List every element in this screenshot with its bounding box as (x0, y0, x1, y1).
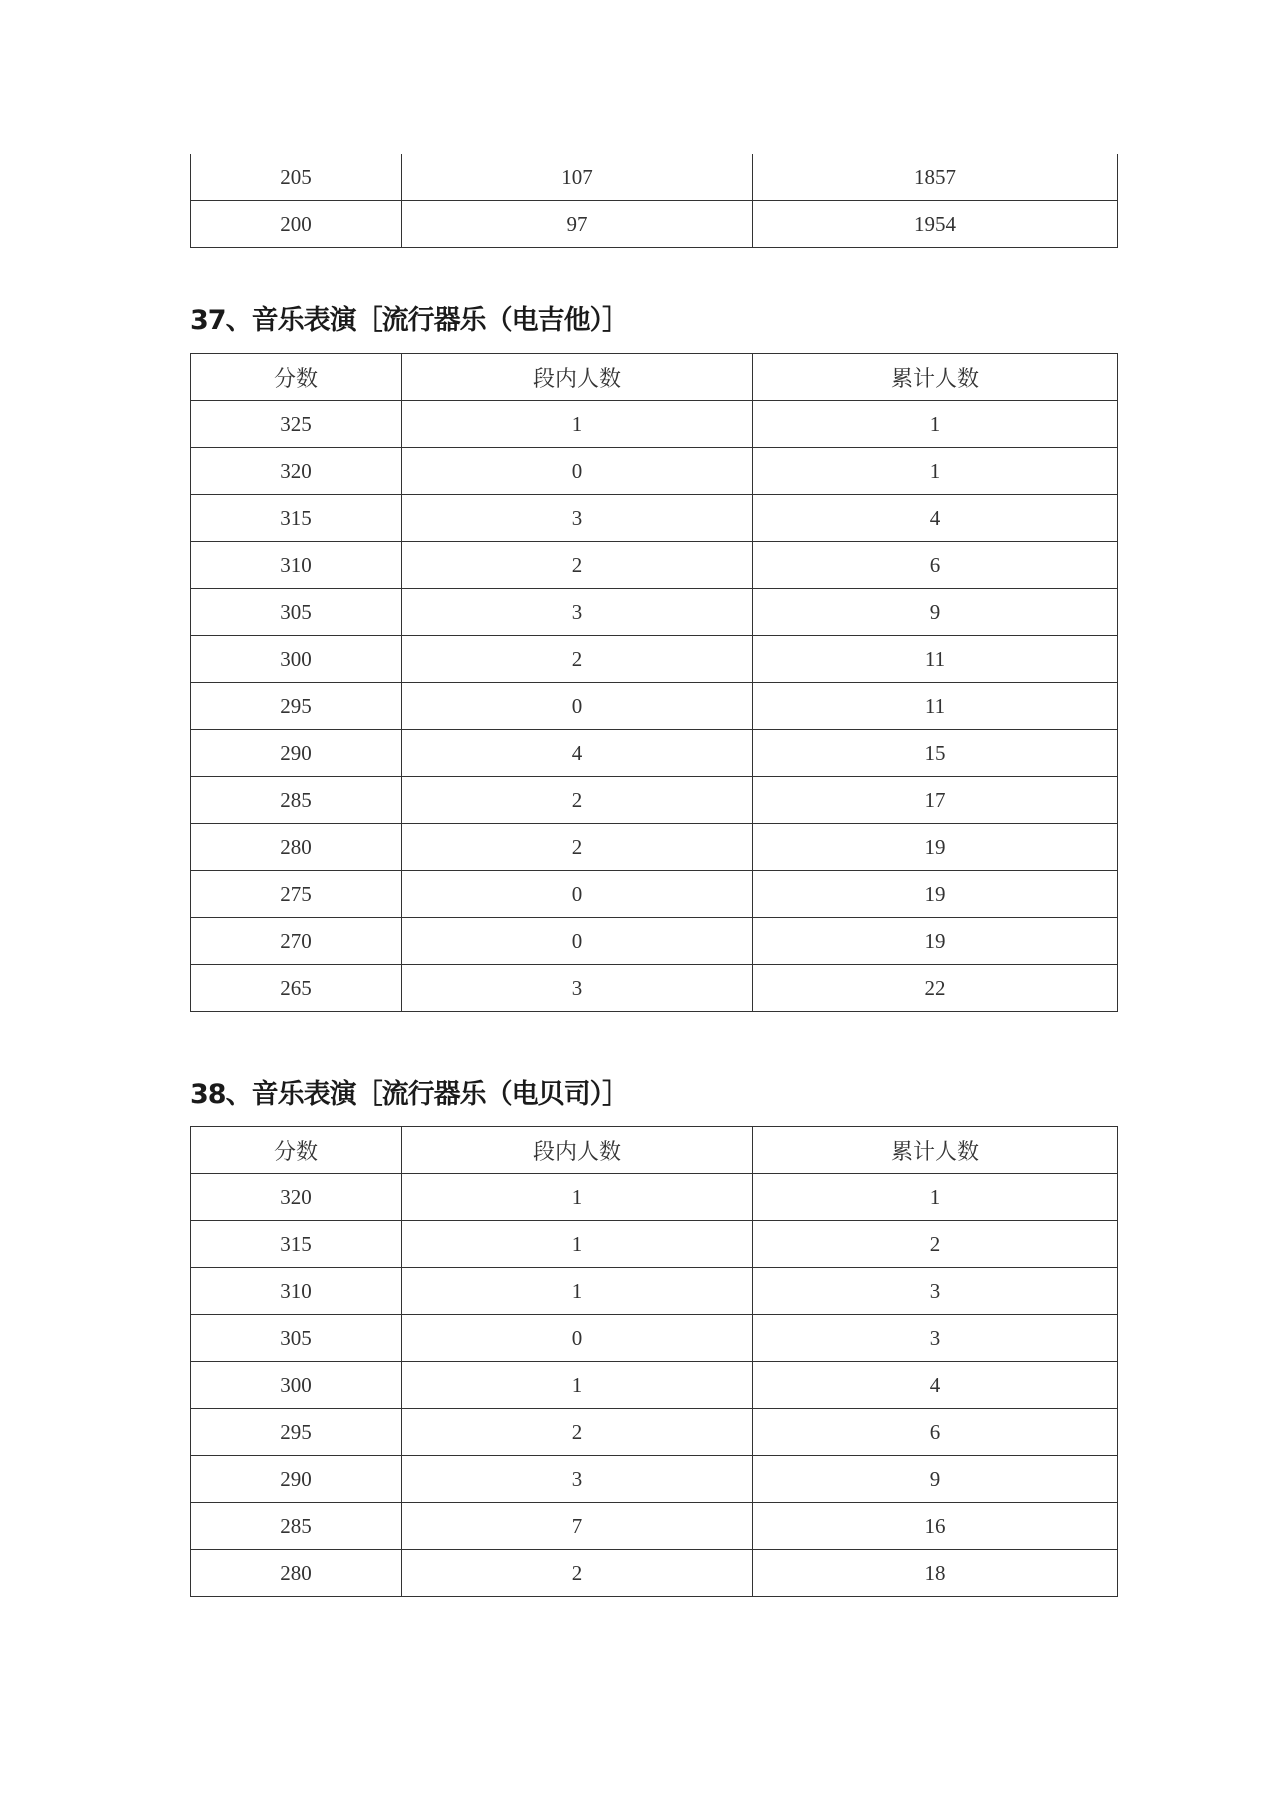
score-cell: 315 (191, 495, 402, 542)
count-cell: 1 (402, 401, 753, 448)
cumulative-cell: 9 (753, 1456, 1118, 1503)
table-fragment-previous (190, 154, 1118, 248)
count-cell: 2 (402, 542, 753, 589)
score-cell: 305 (191, 1315, 402, 1362)
header-count: 段内人数 (402, 354, 753, 401)
cumulative-cell: 2 (753, 1221, 1118, 1268)
table-row (191, 1409, 1118, 1456)
table-header-row (191, 354, 1118, 401)
cumulative-cell: 3 (753, 1268, 1118, 1315)
count-cell: 1 (402, 1221, 753, 1268)
cumulative-cell: 19 (753, 824, 1118, 871)
table-row (191, 683, 1118, 730)
score-cell: 310 (191, 1268, 402, 1315)
section-title-38: 38、音乐表演［流行器乐（电贝司）］ (190, 1079, 629, 1110)
table-row (191, 401, 1118, 448)
cumulative-cell: 15 (753, 730, 1118, 777)
table-row (191, 871, 1118, 918)
table-header-row (191, 1127, 1118, 1174)
score-cell: 200 (191, 201, 402, 248)
cumulative-cell: 4 (753, 1362, 1118, 1409)
score-cell: 275 (191, 871, 402, 918)
cumulative-cell: 9 (753, 589, 1118, 636)
table-row (191, 1174, 1118, 1221)
header-cumulative: 累计人数 (753, 354, 1118, 401)
table-row (191, 201, 1118, 248)
count-cell: 2 (402, 777, 753, 824)
table-row (191, 824, 1118, 871)
section-title-37: 37、音乐表演［流行器乐（电吉他）］ (190, 305, 629, 336)
count-cell: 107 (402, 154, 753, 201)
table-row (191, 965, 1118, 1012)
score-cell: 325 (191, 401, 402, 448)
table-row (191, 1550, 1118, 1597)
cumulative-cell: 11 (753, 683, 1118, 730)
score-cell: 280 (191, 1550, 402, 1597)
header-score: 分数 (191, 354, 402, 401)
table-row (191, 1221, 1118, 1268)
header-cumulative: 累计人数 (753, 1127, 1118, 1174)
score-cell: 270 (191, 918, 402, 965)
table-row (191, 1268, 1118, 1315)
score-cell: 315 (191, 1221, 402, 1268)
count-cell: 2 (402, 1409, 753, 1456)
score-cell: 280 (191, 824, 402, 871)
score-cell: 320 (191, 448, 402, 495)
score-cell: 300 (191, 636, 402, 683)
count-cell: 2 (402, 1550, 753, 1597)
score-cell: 285 (191, 1503, 402, 1550)
table-row (191, 542, 1118, 589)
count-cell: 3 (402, 1456, 753, 1503)
cumulative-cell: 1 (753, 1174, 1118, 1221)
table-row (191, 1503, 1118, 1550)
cumulative-cell: 11 (753, 636, 1118, 683)
cumulative-cell: 18 (753, 1550, 1118, 1597)
table-row (191, 448, 1118, 495)
cumulative-cell: 16 (753, 1503, 1118, 1550)
count-cell: 4 (402, 730, 753, 777)
header-count: 段内人数 (402, 1127, 753, 1174)
cumulative-cell: 6 (753, 542, 1118, 589)
table-row (191, 154, 1118, 201)
count-cell: 3 (402, 495, 753, 542)
count-cell: 1 (402, 1174, 753, 1221)
cumulative-cell: 1 (753, 448, 1118, 495)
count-cell: 1 (402, 1268, 753, 1315)
table-row (191, 495, 1118, 542)
table-row (191, 1315, 1118, 1362)
count-cell: 0 (402, 448, 753, 495)
table-row (191, 730, 1118, 777)
score-cell: 290 (191, 730, 402, 777)
cumulative-cell: 1857 (753, 154, 1118, 201)
count-cell: 0 (402, 683, 753, 730)
table-row (191, 1362, 1118, 1409)
table-body (191, 354, 1118, 1012)
table-row (191, 636, 1118, 683)
table-row (191, 589, 1118, 636)
cumulative-cell: 17 (753, 777, 1118, 824)
score-cell: 265 (191, 965, 402, 1012)
cumulative-cell: 22 (753, 965, 1118, 1012)
cumulative-cell: 19 (753, 918, 1118, 965)
score-cell: 290 (191, 1456, 402, 1503)
score-table-38 (190, 1126, 1118, 1597)
count-cell: 0 (402, 1315, 753, 1362)
score-cell: 295 (191, 1409, 402, 1456)
cumulative-cell: 1 (753, 401, 1118, 448)
table-row (191, 777, 1118, 824)
count-cell: 2 (402, 636, 753, 683)
count-cell: 3 (402, 965, 753, 1012)
cumulative-cell: 3 (753, 1315, 1118, 1362)
score-cell: 285 (191, 777, 402, 824)
cumulative-cell: 19 (753, 871, 1118, 918)
cumulative-cell: 6 (753, 1409, 1118, 1456)
count-cell: 0 (402, 871, 753, 918)
cumulative-cell: 4 (753, 495, 1118, 542)
score-cell: 295 (191, 683, 402, 730)
header-score: 分数 (191, 1127, 402, 1174)
count-cell: 7 (402, 1503, 753, 1550)
table-row (191, 1456, 1118, 1503)
count-cell: 0 (402, 918, 753, 965)
count-cell: 3 (402, 589, 753, 636)
table-body (191, 154, 1118, 248)
count-cell: 1 (402, 1362, 753, 1409)
score-table-37 (190, 353, 1118, 1012)
count-cell: 2 (402, 824, 753, 871)
table-body (191, 1127, 1118, 1597)
table-row (191, 918, 1118, 965)
score-cell: 305 (191, 589, 402, 636)
count-cell: 97 (402, 201, 753, 248)
score-cell: 300 (191, 1362, 402, 1409)
score-cell: 205 (191, 154, 402, 201)
score-cell: 320 (191, 1174, 402, 1221)
score-cell: 310 (191, 542, 402, 589)
cumulative-cell: 1954 (753, 201, 1118, 248)
